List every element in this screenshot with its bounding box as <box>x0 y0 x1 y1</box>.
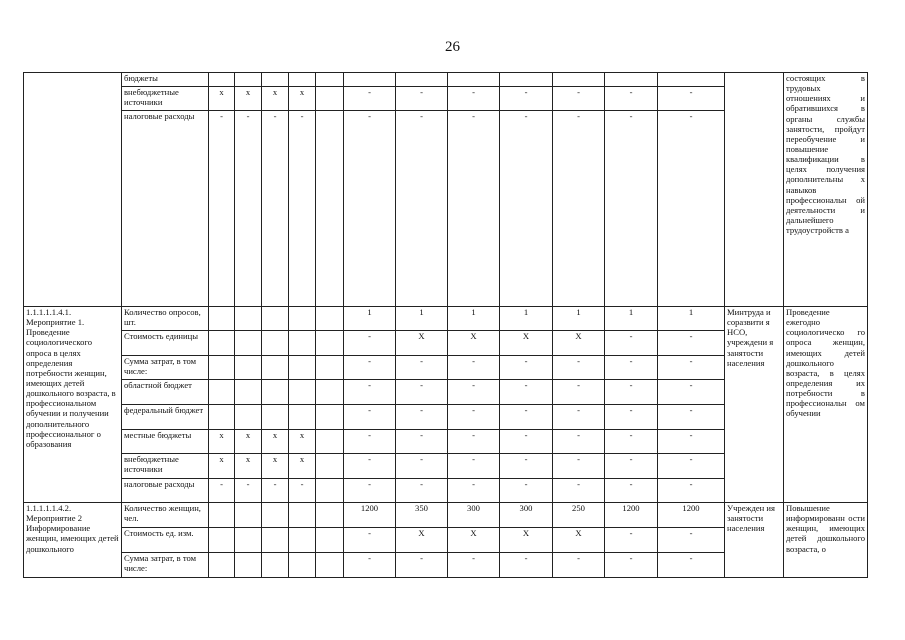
year-cell <box>289 73 316 87</box>
page-number: 26 <box>445 39 460 55</box>
value-cell: - <box>553 405 605 430</box>
year-cell <box>235 73 262 87</box>
value-cell: 1 <box>500 307 553 331</box>
value-cell: X <box>448 528 500 553</box>
value-cell: - <box>344 553 396 578</box>
blank-cell <box>316 111 344 307</box>
value-cell: - <box>500 454 553 479</box>
year-cell: x <box>289 87 316 111</box>
value-cell: - <box>553 454 605 479</box>
year-cell <box>209 73 235 87</box>
value-cell: - <box>500 356 553 380</box>
value-cell: - <box>448 111 500 307</box>
year-cell: x <box>209 430 235 454</box>
value-cell: 250 <box>553 503 605 528</box>
year-cell <box>262 553 289 578</box>
indicator-label: федеральный бюджет <box>122 405 209 430</box>
value-cell: - <box>605 454 658 479</box>
indicator-label: областной бюджет <box>122 380 209 405</box>
year-cell <box>289 307 316 331</box>
blank-cell <box>316 503 344 528</box>
value-cell: - <box>658 430 725 454</box>
value-cell: 1200 <box>344 503 396 528</box>
year-cell <box>289 331 316 356</box>
value-cell: - <box>500 405 553 430</box>
measure-name-cell <box>24 73 122 307</box>
year-cell <box>209 553 235 578</box>
year-cell: x <box>235 454 262 479</box>
year-cell: - <box>289 479 316 503</box>
year-cell <box>262 331 289 356</box>
blank-cell <box>316 87 344 111</box>
year-cell <box>289 380 316 405</box>
value-cell: - <box>658 553 725 578</box>
year-cell <box>235 307 262 331</box>
value-cell: - <box>658 528 725 553</box>
year-cell: x <box>289 454 316 479</box>
year-cell: - <box>209 111 235 307</box>
year-cell <box>235 380 262 405</box>
value-cell: 300 <box>448 503 500 528</box>
year-cell: x <box>289 430 316 454</box>
indicator-label: внебюджетные источники <box>122 454 209 479</box>
year-cell <box>209 331 235 356</box>
value-cell: - <box>500 479 553 503</box>
indicator-label: бюджеты <box>122 73 209 87</box>
year-cell <box>235 503 262 528</box>
value-cell: - <box>344 331 396 356</box>
year-cell: - <box>289 111 316 307</box>
value-cell: X <box>500 331 553 356</box>
value-cell: 350 <box>396 503 448 528</box>
year-cell: - <box>262 111 289 307</box>
value-cell: - <box>448 454 500 479</box>
blank-cell <box>316 528 344 553</box>
year-cell: - <box>235 111 262 307</box>
blank-cell <box>316 430 344 454</box>
year-cell <box>289 356 316 380</box>
value-cell: X <box>448 331 500 356</box>
indicator-label: налоговые расходы <box>122 479 209 503</box>
value-cell <box>553 73 605 87</box>
year-cell <box>289 553 316 578</box>
year-cell <box>235 331 262 356</box>
value-cell: - <box>500 430 553 454</box>
value-cell: X <box>553 528 605 553</box>
indicator-label: Сумма затрат, в том числе: <box>122 356 209 380</box>
blank-cell <box>316 307 344 331</box>
result-cell: Проведение ежегодно социологическо го опроса женщин, имеющих детей дошкольного возраста, в целях определения их потребности в профессиональн ом обучении <box>784 307 868 503</box>
blank-cell <box>316 454 344 479</box>
value-cell: - <box>448 356 500 380</box>
value-cell: - <box>344 380 396 405</box>
blank-cell <box>316 331 344 356</box>
value-cell: X <box>500 528 553 553</box>
year-cell <box>209 528 235 553</box>
value-cell: 1 <box>658 307 725 331</box>
executor-cell: Учрежден ия занятости населения <box>725 503 784 578</box>
year-cell <box>262 356 289 380</box>
value-cell: - <box>500 87 553 111</box>
table-row <box>24 73 868 87</box>
value-cell: 1 <box>396 307 448 331</box>
value-cell: 1 <box>553 307 605 331</box>
value-cell: - <box>658 356 725 380</box>
year-cell: x <box>235 87 262 111</box>
year-cell <box>209 503 235 528</box>
value-cell: - <box>500 111 553 307</box>
blank-cell <box>316 479 344 503</box>
value-cell: - <box>605 111 658 307</box>
value-cell: X <box>396 528 448 553</box>
value-cell: - <box>396 430 448 454</box>
year-cell <box>262 380 289 405</box>
m1-measure-name: 1.1.1.1.1.4.1. Мероприятие 1. Проведение социологического опроса в целях определения потребности женщин, имеющих детей дошкольного возраста, в профессиональном обучении и получении дополнительного профессиональног о образования <box>24 307 122 503</box>
value-cell <box>448 73 500 87</box>
value-cell: - <box>396 380 448 405</box>
value-cell: - <box>448 553 500 578</box>
value-cell: - <box>344 479 396 503</box>
year-cell <box>209 380 235 405</box>
value-cell: - <box>448 87 500 111</box>
year-cell <box>262 405 289 430</box>
value-cell <box>500 73 553 87</box>
value-cell: - <box>605 331 658 356</box>
year-cell <box>289 405 316 430</box>
value-cell: - <box>553 356 605 380</box>
value-cell: X <box>553 331 605 356</box>
value-cell <box>605 73 658 87</box>
indicator-label: местные бюджеты <box>122 430 209 454</box>
indicator-label: Стоимость ед. изм. <box>122 528 209 553</box>
year-cell <box>235 356 262 380</box>
executor-cell <box>725 73 784 307</box>
value-cell: 1 <box>344 307 396 331</box>
year-cell: x <box>209 87 235 111</box>
year-cell <box>235 405 262 430</box>
value-cell: - <box>605 87 658 111</box>
year-cell <box>289 528 316 553</box>
value-cell: - <box>553 430 605 454</box>
table-row <box>24 307 868 331</box>
value-cell: - <box>344 454 396 479</box>
value-cell: - <box>553 380 605 405</box>
value-cell: - <box>396 356 448 380</box>
value-cell: - <box>605 380 658 405</box>
year-cell: - <box>209 479 235 503</box>
year-cell <box>235 528 262 553</box>
value-cell: - <box>658 405 725 430</box>
indicator-label: налоговые расходы <box>122 111 209 307</box>
value-cell: - <box>605 479 658 503</box>
blank-cell <box>316 380 344 405</box>
value-cell: - <box>344 405 396 430</box>
value-cell: - <box>500 553 553 578</box>
value-cell: X <box>396 331 448 356</box>
value-cell: - <box>658 111 725 307</box>
value-cell <box>658 73 725 87</box>
executor-cell: Минтруда и соразвити я НСО, учреждени я занятости населения <box>725 307 784 503</box>
value-cell: - <box>344 430 396 454</box>
value-cell: 1200 <box>605 503 658 528</box>
blank-cell <box>316 553 344 578</box>
value-cell: - <box>658 87 725 111</box>
value-cell: - <box>448 405 500 430</box>
value-cell <box>396 73 448 87</box>
result-cell: Повышение информированн ости женщин, имеющих детей дошкольного возраста, о <box>784 503 868 578</box>
value-cell: - <box>605 356 658 380</box>
indicator-label: Количество женщин, чел. <box>122 503 209 528</box>
value-cell: 1 <box>605 307 658 331</box>
year-cell <box>235 553 262 578</box>
value-cell: - <box>396 454 448 479</box>
year-cell <box>262 73 289 87</box>
value-cell: - <box>448 430 500 454</box>
year-cell: x <box>262 454 289 479</box>
year-cell: - <box>235 479 262 503</box>
value-cell: - <box>553 553 605 578</box>
value-cell: - <box>396 405 448 430</box>
measures-table <box>23 72 868 578</box>
value-cell: - <box>396 479 448 503</box>
year-cell: x <box>262 87 289 111</box>
year-cell <box>209 307 235 331</box>
value-cell: - <box>344 87 396 111</box>
table-row <box>24 503 868 528</box>
value-cell: - <box>553 479 605 503</box>
value-cell: - <box>448 380 500 405</box>
value-cell: - <box>396 87 448 111</box>
value-cell: - <box>553 87 605 111</box>
value-cell: - <box>344 111 396 307</box>
year-cell: x <box>262 430 289 454</box>
m2-measure-name: 1.1.1.1.1.4.2. Мероприятие 2 Информирование женщин, имеющих детей дошкольного <box>24 503 122 578</box>
year-cell <box>262 503 289 528</box>
value-cell: - <box>448 479 500 503</box>
value-cell: - <box>344 356 396 380</box>
value-cell: - <box>396 111 448 307</box>
indicator-label: Сумма затрат, в том числе: <box>122 553 209 578</box>
value-cell: - <box>658 331 725 356</box>
year-cell <box>209 356 235 380</box>
blank-cell <box>316 73 344 87</box>
value-cell: - <box>553 111 605 307</box>
value-cell: 1 <box>448 307 500 331</box>
indicator-label: Стоимость единицы <box>122 331 209 356</box>
year-cell: - <box>262 479 289 503</box>
value-cell <box>344 73 396 87</box>
value-cell: 1200 <box>658 503 725 528</box>
year-cell <box>262 528 289 553</box>
value-cell: - <box>605 553 658 578</box>
value-cell: - <box>605 528 658 553</box>
value-cell: - <box>396 553 448 578</box>
year-cell: x <box>235 430 262 454</box>
value-cell: - <box>658 479 725 503</box>
value-cell: 300 <box>500 503 553 528</box>
value-cell: - <box>658 380 725 405</box>
indicator-label: внебюджетные источники <box>122 87 209 111</box>
result-cell: состоящих в трудовых отношениях и обратившихся в органы службы занятости, пройдут переобучение и повышение квалификации в целях получения дополнительны х навыков профессиональн ой деятельности и дальнейшего трудоустройств а <box>784 73 868 307</box>
indicator-label: Количество опросов, шт. <box>122 307 209 331</box>
blank-cell <box>316 356 344 380</box>
value-cell: - <box>344 528 396 553</box>
year-cell: x <box>209 454 235 479</box>
blank-cell <box>316 405 344 430</box>
year-cell <box>262 307 289 331</box>
year-cell <box>209 405 235 430</box>
value-cell: - <box>605 405 658 430</box>
value-cell: - <box>605 430 658 454</box>
value-cell: - <box>500 380 553 405</box>
year-cell <box>289 503 316 528</box>
value-cell: - <box>658 454 725 479</box>
